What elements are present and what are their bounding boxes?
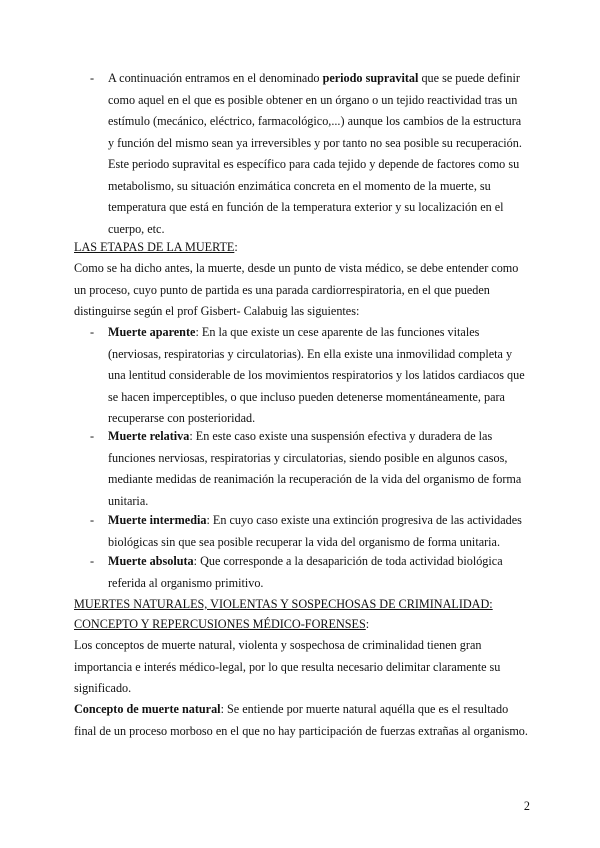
list-dash: - bbox=[90, 325, 95, 339]
text-pre: A continuación entramos en el denominado bbox=[108, 71, 323, 85]
list-item-periodo-supravital bbox=[90, 68, 530, 240]
list-item-text bbox=[108, 68, 530, 240]
section-heading-etapas bbox=[74, 237, 529, 259]
page-number: 2 bbox=[523, 799, 530, 813]
text-post: que se puede definir como aquel en el que es posible obtener en un órgano o un tejido reactividad tras un estímulo (mecánico, eléctrico, farmacológico,...) aunque los cambios de la estructura y función del mismo sean ya irreversibles y por tanto no sea posible su recuperación. Este periodo supravital es específico para cada tejido y depende de factores como su metabolismo, su situación enzimática concreta en el momento de la muerte, su temperatura que está en función de la temperatura exterior y su localización en el cuerpo, etc. bbox=[108, 71, 522, 236]
definition-text: : En este caso existe una suspensión efectiva y duradera de las funciones nerviosas, respiratorias y circulatorias, siendo posible en algunos casos, mediante medidas de reanimación la recuperación de la vida del organismo de forma unitaria. bbox=[108, 429, 522, 508]
list-dash: - bbox=[90, 554, 95, 568]
paragraph-concepto-muerte-natural bbox=[74, 699, 529, 742]
list-dash: - bbox=[90, 71, 95, 85]
list-item-text bbox=[108, 510, 530, 553]
list-item-text bbox=[108, 322, 530, 430]
list-item-text bbox=[108, 426, 530, 512]
list-item-muerte-relativa bbox=[90, 426, 530, 512]
definition-text: : Se entiende por muerte natural aquélla que es el resultado final de un proceso morboso en el que no hay participación de fuerzas extrañas al organismo. bbox=[74, 702, 528, 738]
term-muerte-relativa: Muerte relativa bbox=[108, 429, 190, 443]
heading-suffix: : bbox=[234, 240, 238, 254]
section-heading-muertes-line2 bbox=[74, 614, 529, 636]
list-dash: - bbox=[90, 513, 95, 527]
term-muerte-absoluta: Muerte absoluta bbox=[108, 554, 194, 568]
heading-text: LAS ETAPAS DE LA MUERTE bbox=[74, 240, 235, 254]
term-muerte-intermedia: Muerte intermedia bbox=[108, 513, 207, 527]
heading-line-2: CONCEPTO Y REPERCUSIONES MÉDICO-FORENSES bbox=[74, 617, 366, 631]
list-dash: - bbox=[90, 429, 95, 443]
paragraph-muertes-intro: Los conceptos de muerte natural, violenta y sospechosa de criminalidad tienen gran importancia e interés médico-legal, por lo que resulta necesario delimitar claramente su significado. bbox=[74, 638, 501, 695]
heading-suffix: : bbox=[365, 617, 370, 631]
list-item-muerte-absoluta bbox=[90, 551, 530, 594]
section-heading-muertes bbox=[74, 594, 529, 616]
list-item-muerte-aparente bbox=[90, 322, 530, 430]
definition-text: : En la que existe un cese aparente de las funciones vitales (nerviosas, respiratorias y circulatorias). En ella existe una inmovilidad completa y una lentitud considerable de los movimientos respiratorios y los latidos cardiacos que se hacen imperceptibles, o que incluso pueden detenerse momentáneamente, para recuperarse con posterioridad. bbox=[108, 325, 525, 425]
paragraph-etapas-intro: Como se ha dicho antes, la muerte, desde un punto de vista médico, se debe entender como un proceso, cuyo punto de partida es una parada cardiorrespiratoria, en el que pueden distinguirse según el prof Gisbert- Calabuig las siguientes: bbox=[74, 261, 519, 318]
definition-text: : Que corresponde a la desaparición de toda actividad biológica referida al organismo primitivo. bbox=[108, 554, 503, 590]
definition-text: : En cuyo caso existe una extinción progresiva de las actividades biológicas sin que sea posible recuperar la vida del organismo de forma unitaria. bbox=[108, 513, 522, 549]
list-item-muerte-intermedia bbox=[90, 510, 530, 553]
term-concepto-muerte-natural: Concepto de muerte natural bbox=[74, 702, 221, 716]
term-periodo-supravital: periodo supravital bbox=[322, 71, 419, 85]
list-item-text bbox=[108, 551, 530, 594]
heading-line-1: MUERTES NATURALES, VIOLENTAS Y SOSPECHOSAS DE CRIMINALIDAD: bbox=[74, 597, 493, 611]
term-muerte-aparente: Muerte aparente bbox=[108, 325, 196, 339]
